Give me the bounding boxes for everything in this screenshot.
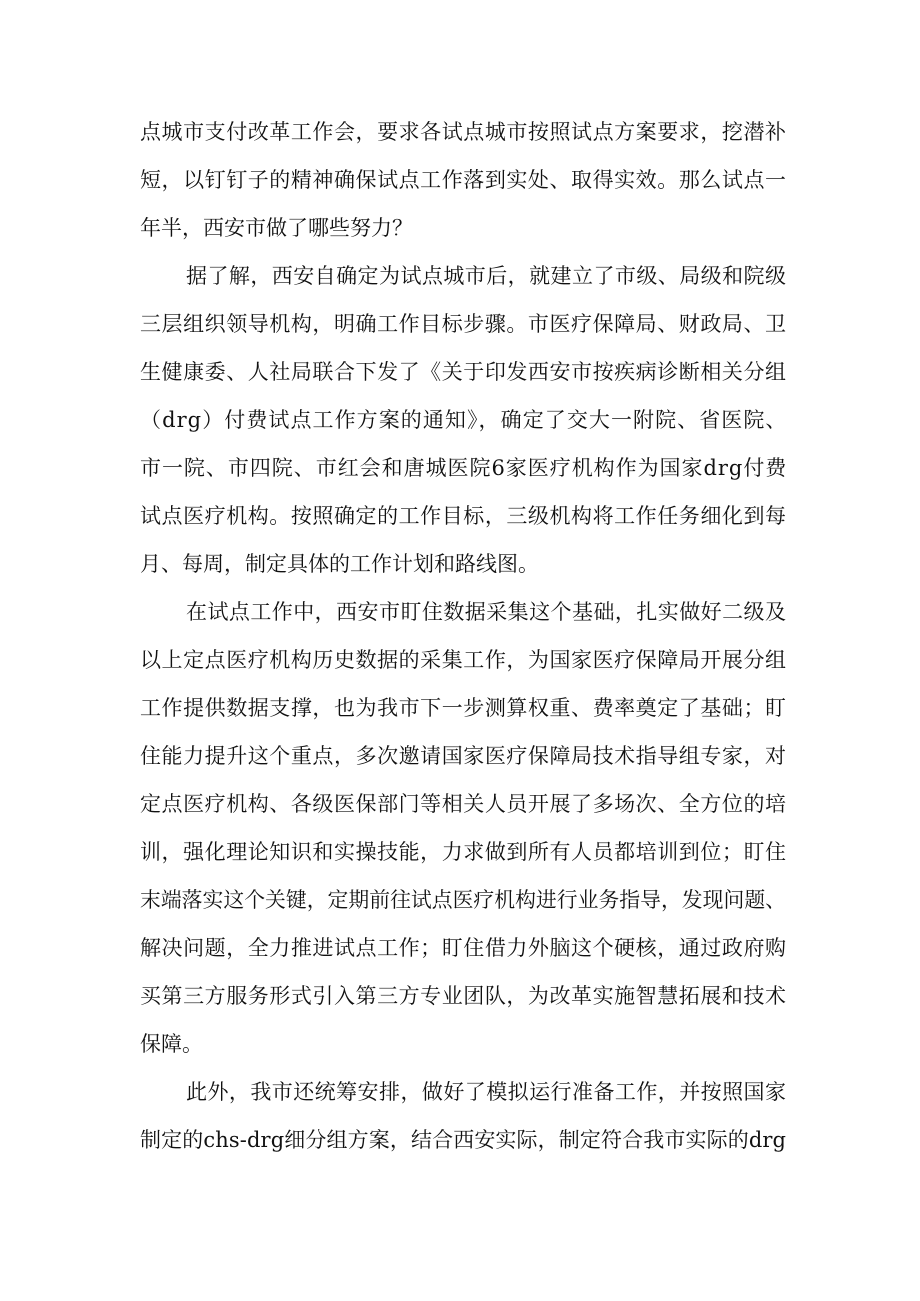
paragraph-line: 末端落实这个关键，定期前往试点医疗机构进行业务指导，发现问题、 bbox=[140, 888, 786, 912]
paragraph-line: 生健康委、人社局联合下发了《关于印发西安市按疾病诊断相关分组 bbox=[140, 360, 787, 384]
paragraph-line: 住能力提升这个重点，多次邀请国家医疗保障局技术指导组专家，对 bbox=[140, 744, 787, 768]
paragraph-line: 买第三方服务形式引入第三方专业团队，为改革实施智慧拓展和技术 bbox=[140, 984, 787, 1008]
paragraph-line: 在试点工作中，西安市盯住数据采集这个基础，扎实做好二级及 bbox=[186, 600, 787, 624]
paragraph-line: 工作提供数据支撑，也为我市下一步测算权重、费率奠定了基础；盯 bbox=[140, 696, 787, 720]
paragraph-line: 解决问题，全力推进试点工作；盯住借力外脑这个硬核，通过政府购 bbox=[140, 936, 787, 960]
paragraph-line: （drg）付费试点工作方案的通知》，确定了交大一附院、省医院、 bbox=[140, 408, 788, 432]
paragraph-line: 月、每周，制定具体的工作计划和路线图。 bbox=[140, 552, 539, 576]
paragraph-line: 此外，我市还统筹安排，做好了模拟运行准备工作，并按照国家 bbox=[186, 1080, 787, 1104]
paragraph-line: 据了解，西安自确定为试点城市后，就建立了市级、局级和院级 bbox=[186, 264, 787, 288]
paragraph-line: 以上定点医疗机构历史数据的采集工作，为国家医疗保障局开展分组 bbox=[140, 648, 787, 672]
paragraph-line: 点城市支付改革工作会，要求各试点城市按照试点方案要求，挖潜补 bbox=[140, 120, 787, 144]
paragraph-line: 年半，西安市做了哪些努力？ bbox=[140, 216, 413, 240]
paragraph-3 bbox=[140, 588, 786, 1068]
paragraph-line: 试点医疗机构。按照确定的工作目标，三级机构将工作任务细化到每 bbox=[140, 504, 787, 528]
paragraph-1 bbox=[140, 108, 786, 252]
paragraph-line: 短，以钉钉子的精神确保试点工作落到实处、取得实效。那么试点一 bbox=[140, 168, 787, 192]
paragraph-line: 市一院、市四院、市红会和唐城医院6家医疗机构作为国家drg付费 bbox=[140, 456, 788, 480]
paragraph-2 bbox=[140, 252, 786, 588]
paragraph-line: 制定的chs-drg细分组方案，结合西安实际，制定符合我市实际的drg bbox=[140, 1128, 787, 1152]
paragraph-4 bbox=[140, 1068, 786, 1164]
paragraph-line: 三层组织领导机构，明确工作目标步骤。市医疗保障局、财政局、卫 bbox=[140, 312, 787, 336]
paragraph-line: 训，强化理论知识和实操技能，力求做到所有人员都培训到位；盯住 bbox=[140, 840, 787, 864]
paragraph-line: 保障。 bbox=[140, 1032, 203, 1056]
paragraph-line: 定点医疗机构、各级医保部门等相关人员开展了多场次、全方位的培 bbox=[140, 792, 787, 816]
